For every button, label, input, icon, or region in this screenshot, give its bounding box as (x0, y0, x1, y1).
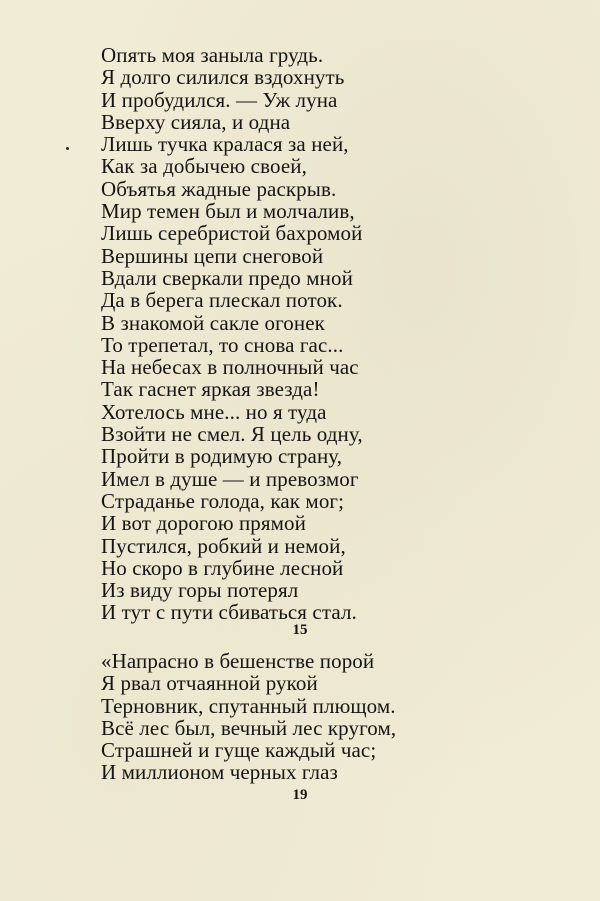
poem-line: Так гаснет яркая звезда! (101, 377, 320, 402)
poem-line: Страданье голода, как мог; (101, 488, 345, 513)
poem-line: Как за добычею своей, (101, 154, 307, 179)
poem-line: Я рвал отчаянной рукой (101, 671, 318, 696)
poem-line: Из виду горы потерял (101, 578, 299, 603)
poem-line: И пробудился. — Уж луна (101, 87, 338, 112)
poem-line: Терновник, спутанный плющом. (101, 693, 396, 718)
poem-line: То трепетал, то снова гас... (101, 332, 344, 357)
poem-line: И тут с пути сбиваться стал. (101, 600, 357, 625)
poem-line: И вот дорогою прямой (101, 511, 306, 536)
poem-line: Имел в душе — и превозмог (101, 466, 359, 491)
poem-line: Я долго силился вздохнуть (101, 65, 345, 90)
poem-line: «Напрасно в бешенстве порой (101, 649, 375, 673)
poem-line: Вверху сияла, и одна (101, 109, 291, 134)
poem-line: Хотелось мне... но я туда (101, 399, 327, 424)
page-number: 19 (292, 787, 308, 803)
poem-line: Да в берега плескал поток. (101, 288, 343, 313)
poem-line: Вершины цепи снеговой (101, 243, 324, 268)
poem-line: Всё лес был, вечный лес кругом, (101, 715, 397, 740)
poem-line: И миллионом черных глаз (101, 760, 338, 785)
poem-line: Взойти не смел. Я цель одну, (101, 422, 363, 447)
poem-line: Вдали сверкали предо мной (101, 265, 353, 290)
poem-line: Лишь серебристой бахромой (101, 221, 363, 246)
poem-stanza-15 (101, 650, 561, 784)
poem-line: Но скоро в глубине лесной (101, 555, 344, 580)
poem-line: Мир темен был и молчалив, (101, 199, 355, 224)
poem-line: В знакомой сакле огонек (101, 310, 325, 335)
poem-line: Пройти в родимую страну, (101, 444, 343, 469)
poem-line: Пустился, робкий и немой, (101, 533, 346, 558)
poem-line: Страшней и гуще каждый час; (101, 738, 377, 763)
poem-line: На небесах в полночный час (101, 355, 359, 380)
ink-speck (66, 147, 69, 150)
poem-stanza-14 (101, 44, 561, 624)
poem-line: Лишь тучка кралася за ней, (101, 132, 349, 157)
poem-line: Объятья жадные раскрыв. (101, 176, 337, 201)
stanza-number: 15 (292, 622, 308, 638)
poem-line: Опять моя заныла грудь. (101, 43, 324, 67)
